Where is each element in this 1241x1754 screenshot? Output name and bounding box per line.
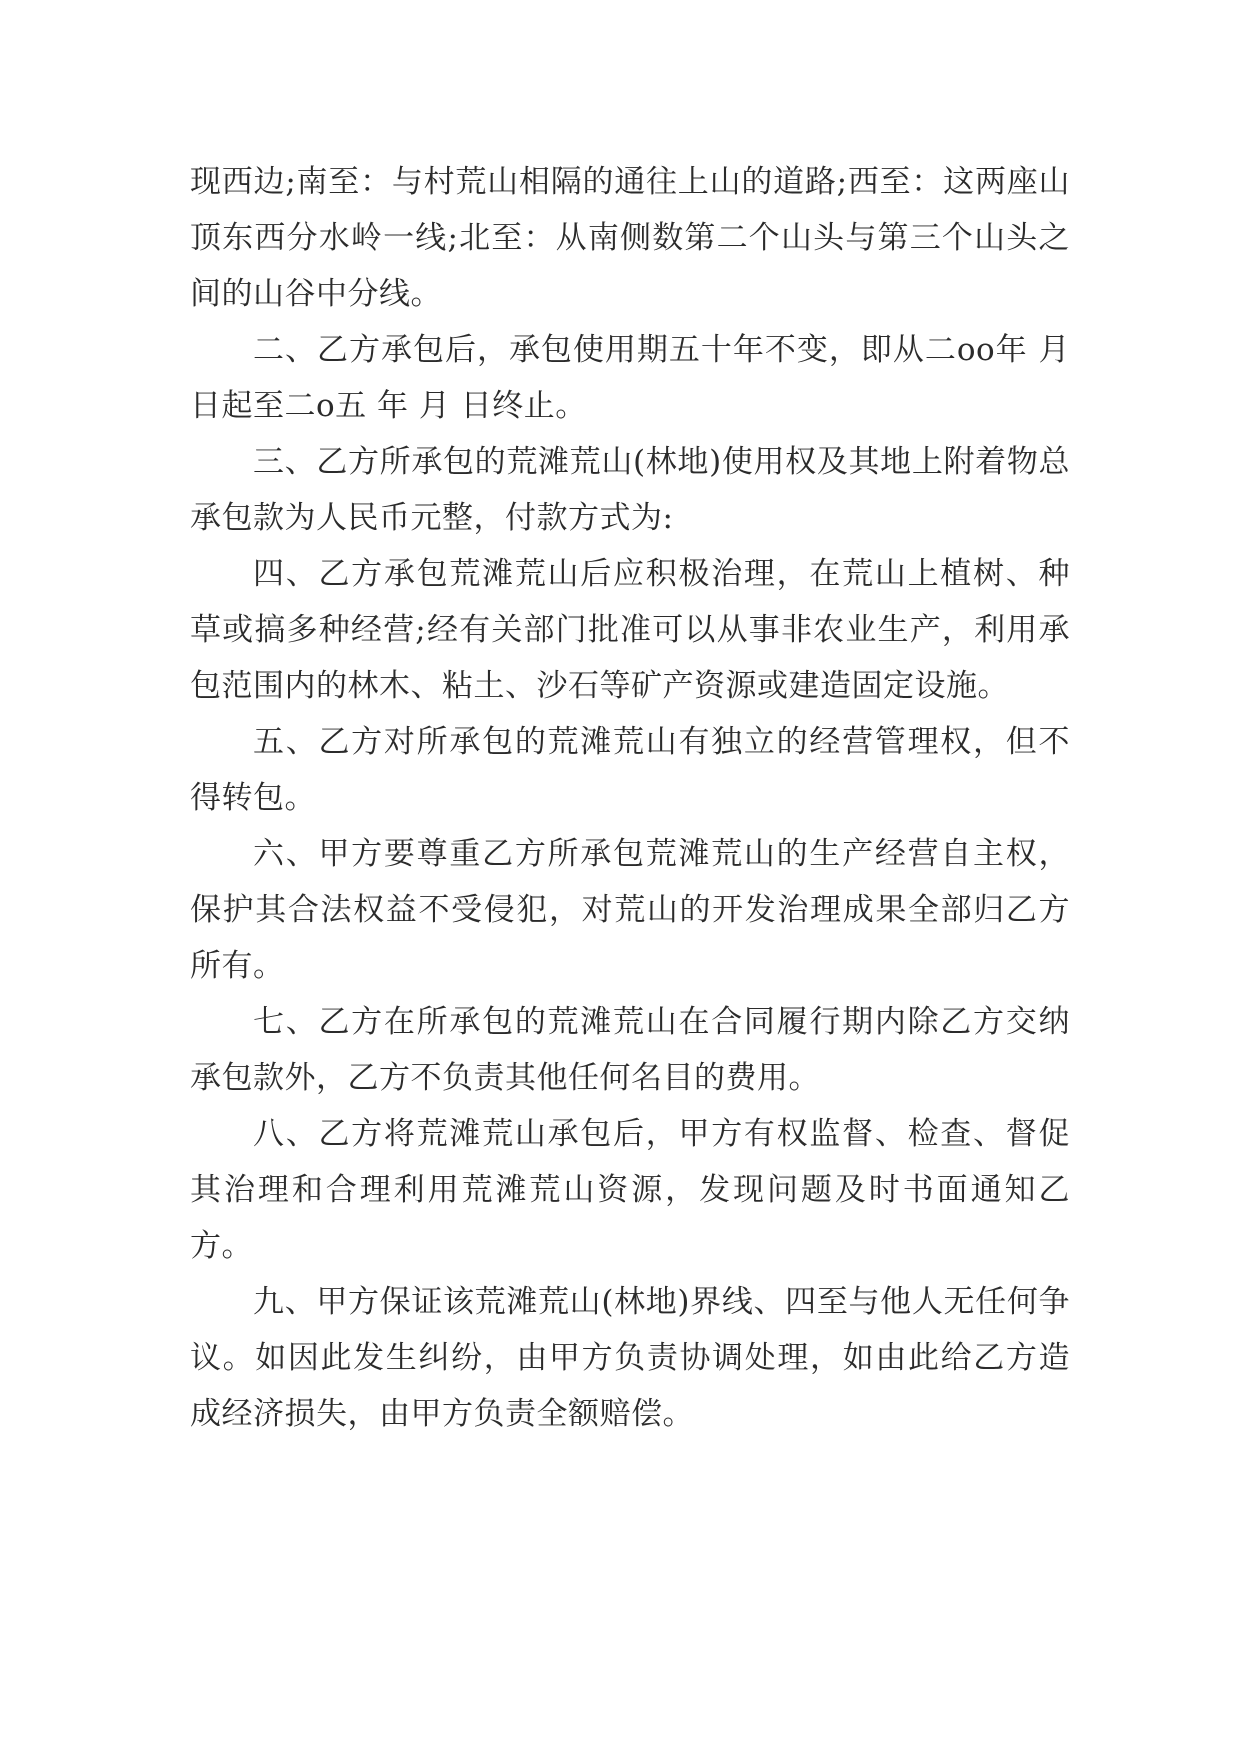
- clause-6-autonomy: 六、甲方要尊重乙方所承包荒滩荒山的生产经营自主权，保护其合法权益不受侵犯，对荒山的开发治理成果全部归乙方所有。: [190, 836, 1070, 984]
- clause-4-management: 四、乙方承包荒滩荒山后应积极治理，在荒山上植树、种草或搞多种经营;经有关部门批准可以从事非农业生产，利用承包范围内的林木、粘土、沙石等矿产资源或建造固定设施。: [190, 556, 1070, 704]
- paragraph-boundaries: 现西边;南至：与村荒山相隔的通往上山的道路;西至：这两座山顶东西分水岭一线;北至：从南侧数第二个山头与第三个山头之间的山谷中分线。: [190, 164, 1070, 312]
- clause-8-supervision: 八、乙方将荒滩荒山承包后，甲方有权监督、检查、督促其治理和合理利用荒滩荒山资源，发现问题及时书面通知乙方。: [190, 1116, 1070, 1264]
- clause-7-fees: 七、乙方在所承包的荒滩荒山在合同履行期内除乙方交纳承包款外，乙方不负责其他任何名目的费用。: [190, 1004, 1070, 1096]
- clause-9-guarantee: 九、甲方保证该荒滩荒山(林地)界线、四至与他人无任何争议。如因此发生纠纷，由甲方负责协调处理，如由此给乙方造成经济损失，由甲方负责全额赔偿。: [190, 1284, 1070, 1432]
- document-body: [190, 154, 1070, 1442]
- clause-3-payment: 三、乙方所承包的荒滩荒山(林地)使用权及其地上附着物总承包款为人民币元整，付款方式为:: [190, 444, 1070, 536]
- clause-2-term: 二、乙方承包后，承包使用期五十年不变，即从二oo年 月 日起至二o五 年 月 日终止。: [190, 332, 1070, 424]
- clause-5-operation-rights: 五、乙方对所承包的荒滩荒山有独立的经营管理权，但不得转包。: [190, 724, 1070, 816]
